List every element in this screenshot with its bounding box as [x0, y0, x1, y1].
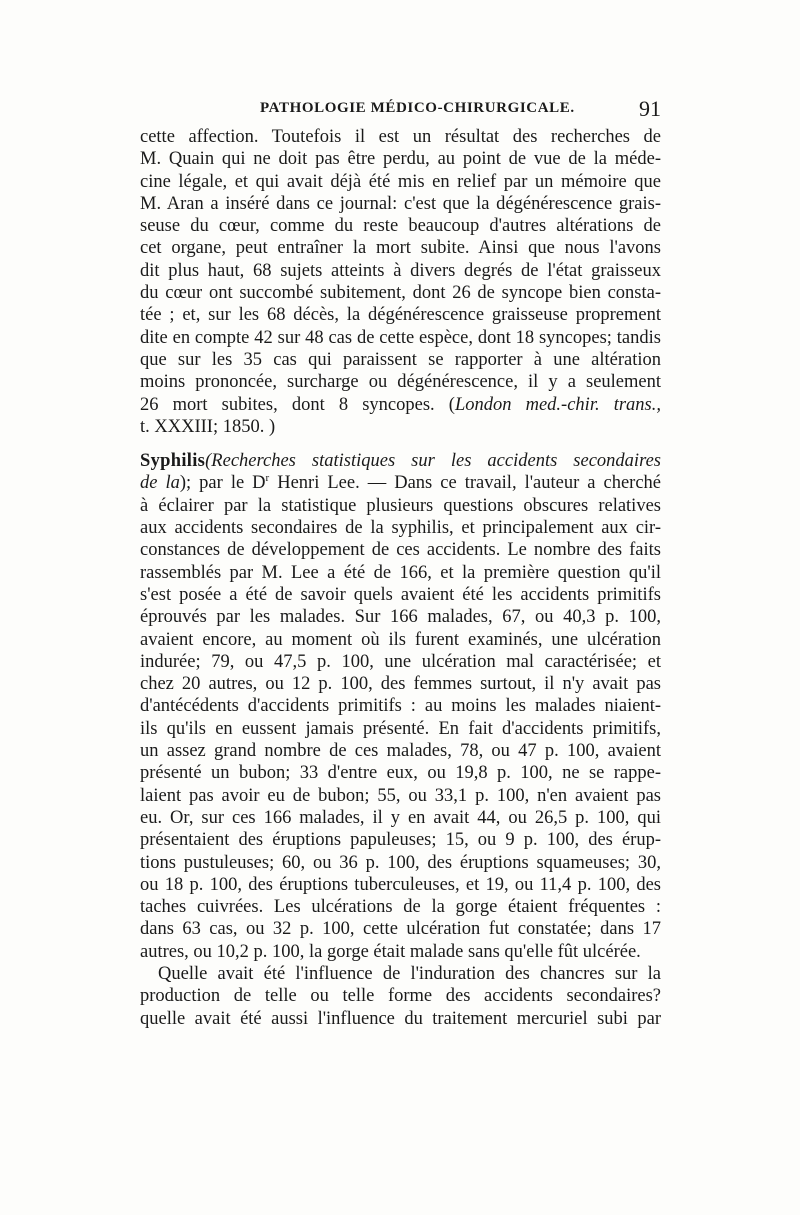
text-segment: ); par le D — [179, 473, 266, 494]
text-line: rassemblés par M. Lee a été de 166, et la première question qu'il — [140, 562, 661, 583]
text-line: que sur les 35 cas qui paraissent se rapporter à une altération — [140, 349, 661, 370]
text-line: présenté un bubon; 33 d'entre eux, ou 19,8 p. 100, ne se rappe- — [140, 763, 661, 784]
text-line: chez 20 autres, ou 12 p. 100, des femmes surtout, il n'y avait pas — [140, 674, 661, 695]
text-segment: 26 mort subites, dont 8 syncopes. ( — [140, 394, 455, 415]
text-line: à éclairer par la statistique plusieurs questions obscures relatives — [140, 495, 661, 516]
text-line: indurée; 79, ou 47,5 p. 100, une ulcération mal caractérisée; et — [140, 651, 661, 672]
text-line: quelle avait été aussi l'influence du traitement mercuriel subi par — [140, 1008, 661, 1029]
text-line: du cœur ont succombé subitement, dont 26 de syncope bien consta- — [140, 283, 661, 304]
text-line: t. XXXIII; 1850. ) — [140, 416, 276, 437]
text-line: M. Quain qui ne doit pas être perdu, au point de vue de la méde- — [140, 149, 661, 170]
text-line: présentaient des éruptions papuleuses; 15, ou 9 p. 100, des érup- — [140, 830, 661, 851]
page-body — [140, 126, 661, 1030]
section-heading-line — [140, 450, 661, 472]
page-header — [140, 96, 661, 124]
text-line: autres, ou 10,2 p. 100, la gorge était malade sans qu'elle fût ulcérée. — [140, 941, 641, 962]
text-line: aux accidents secondaires de la syphilis, et principalement aux cir- — [140, 518, 661, 539]
text-line: M. Aran a inséré dans ce journal: c'est que la dégénérescence grais- — [140, 193, 661, 214]
text-line: tée ; et, sur les 68 décès, la dégénérescence graisseuse proprement — [140, 305, 661, 326]
text-line: cet organe, peut entraîner la mort subite. Ainsi que nous l'avons — [140, 238, 661, 259]
superscript: r — [265, 472, 270, 485]
text-line: dans 63 cas, ou 32 p. 100, cette ulcération fut constatée; dans 17 — [140, 919, 661, 940]
text-line: dite en compte 42 sur 48 cas de cette espèce, dont 18 syncopes; tandis — [140, 327, 661, 348]
text-segment: Henri Lee. — Dans ce travail, l'auteur a cherché — [269, 473, 661, 494]
text-line: laient pas avoir eu de bubon; 55, ou 33,1 p. 100, n'en avaient pas — [140, 785, 661, 806]
paragraph-induration — [140, 963, 661, 1030]
text-line: s'est posée a été de savoir quels avaient été les accidents primitifs — [140, 584, 661, 605]
text-line: seuse du cœur, comme du reste beaucoup d'autres altérations de — [140, 216, 661, 237]
text-line: cette affection. Toutefois il est un résultat des recherches de — [140, 127, 661, 147]
text-line: cine légale, et qui avait déjà été mis en relief par un mémoire que — [140, 171, 661, 192]
text-line: un assez grand nombre de ces malades, 78, ou 47 p. 100, avaient — [140, 741, 661, 762]
text-line: moins prononcée, surcharge ou dégénérescence, il y a seulement — [140, 372, 661, 393]
journal-citation: London med.-chir. trans., — [454, 394, 661, 415]
text-line: production de telle ou telle forme des accidents secondaires? — [140, 986, 661, 1007]
paragraph-syphilis — [140, 450, 661, 963]
text-line-with-citation — [140, 394, 661, 416]
page-number: 91 — [639, 96, 661, 121]
paragraph-quain — [140, 126, 661, 438]
section-title-italic-end: de la — [140, 473, 180, 494]
text-line: ou 18 p. 100, des éruptions tuberculeuses, et 19, ou 11,4 p. 100, des — [140, 874, 661, 895]
text-line: Quelle avait été l'influence de l'induration des chancres sur la — [158, 963, 661, 984]
text-line: avaient encore, au moment où ils furent examinés, une ulcération — [140, 629, 661, 650]
text-line-with-author — [140, 472, 661, 494]
section-lead-term: Syphilis — [140, 451, 206, 472]
section-title-italic: (Recherches statistiques sur les accidents secondaires — [205, 451, 661, 472]
running-head: PATHOLOGIE MÉDICO-CHIRURGICALE. — [260, 100, 575, 116]
text-line: ils qu'ils en eussent jamais présenté. En fait d'accidents primitifs, — [140, 718, 661, 739]
text-line: eu. Or, sur ces 166 malades, il y en avait 44, ou 26,5 p. 100, qui — [140, 807, 661, 828]
text-line: taches cuivrées. Les ulcérations de la gorge étaient fréquentes : — [140, 897, 661, 918]
text-line: éprouvés par les malades. Sur 166 malades, 67, ou 40,3 p. 100, — [140, 607, 661, 628]
text-line: tions pustuleuses; 60, ou 36 p. 100, des éruptions squameuses; 30, — [140, 852, 661, 873]
text-line: constances de développement de ces accidents. Le nombre des faits — [140, 540, 661, 561]
text-line: dit plus haut, 68 sujets atteints à divers degrés de l'état graisseux — [140, 260, 661, 281]
text-line: d'antécédents d'accidents primitifs : au moins les malades niaient- — [140, 696, 661, 717]
